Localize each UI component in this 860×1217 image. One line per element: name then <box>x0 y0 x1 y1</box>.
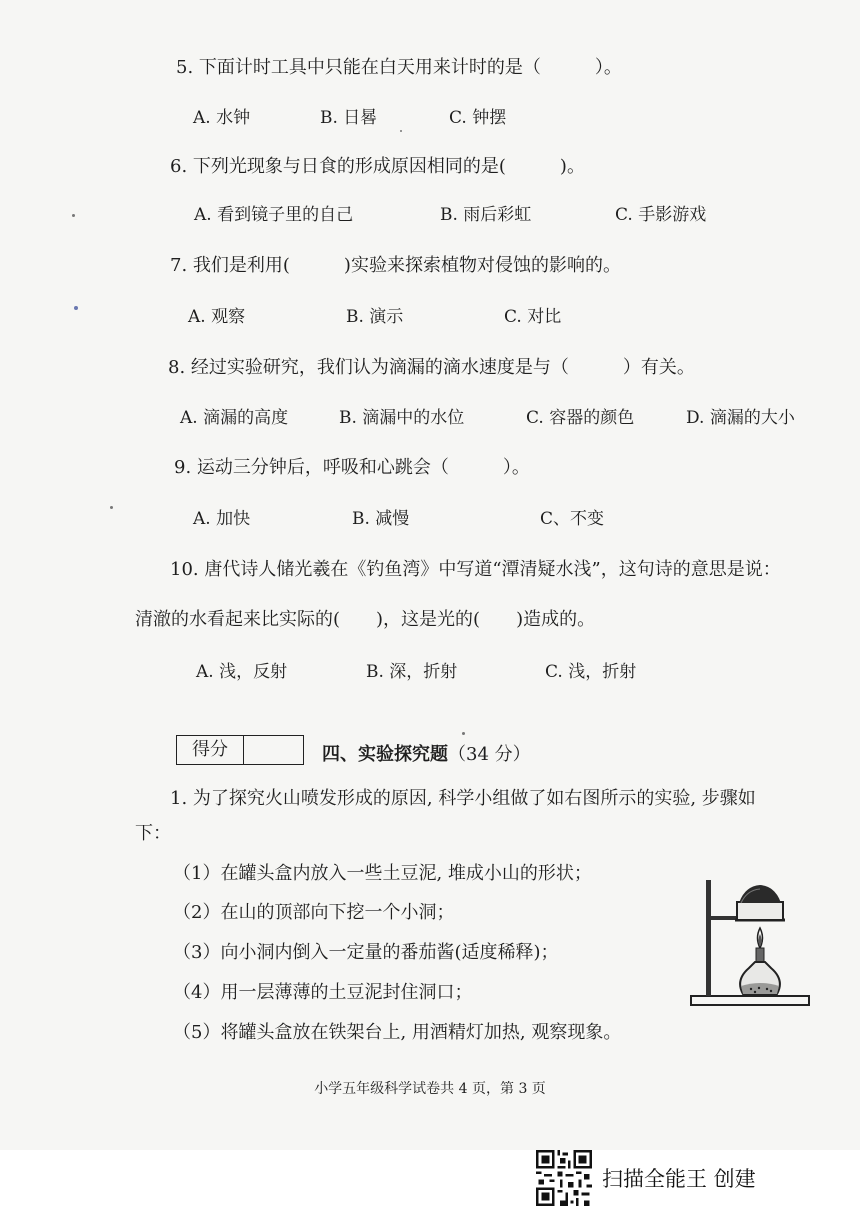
score-box <box>176 735 304 765</box>
question-5-stem: 5. 下面计时工具中只能在白天用来计时的是（ ）。 <box>176 57 622 78</box>
question-9-stem: 9. 运动三分钟后，呼吸和心跳会（ ）。 <box>174 457 530 478</box>
section-4-q1-stem-line1: 1. 为了探究火山喷发形成的原因, 科学小组做了如右图所示的实验, 步骤如 <box>170 788 756 809</box>
scan-speck <box>72 214 75 217</box>
question-6-option-b: B. 雨后彩虹 <box>440 205 532 225</box>
scan-speck <box>400 130 402 132</box>
question-8-option-a: A. 滴漏的高度 <box>180 408 289 428</box>
section-4-title-text: 四、实验探究题 <box>322 744 448 765</box>
question-9-option-c: C、不变 <box>540 509 605 529</box>
question-7-stem: 7. 我们是利用( )实验来探索植物对侵蚀的影响的。 <box>170 255 621 276</box>
question-7-option-a: A. 观察 <box>188 307 246 327</box>
scan-speck <box>462 732 465 735</box>
question-6-option-c: C. 手影游戏 <box>615 205 707 225</box>
question-10-option-b: B. 深，折射 <box>366 662 458 682</box>
scan-speck <box>74 306 78 310</box>
scanner-watermark-text: 扫描全能王 创建 <box>602 1167 756 1191</box>
question-6-stem: 6. 下列光现象与日食的形成原因相同的是( )。 <box>170 156 585 177</box>
question-8-option-b: B. 滴漏中的水位 <box>339 408 465 428</box>
qr-code-icon <box>536 1150 592 1206</box>
step-2: （2）在山的顶部向下挖一个小洞； <box>173 902 455 923</box>
score-blank <box>244 736 303 764</box>
question-8-option-d: D. 滴漏的大小 <box>686 408 795 428</box>
step-3: （3）向小洞内倒入一定量的番茄酱(适度稀释)； <box>173 942 559 963</box>
score-label: 得分 <box>177 736 244 764</box>
question-7-option-b: B. 演示 <box>346 307 404 327</box>
question-10-option-a: A. 浅，反射 <box>196 662 288 682</box>
question-10-stem-line2: 清澈的水看起来比实际的( )，这是光的( )造成的。 <box>135 609 596 630</box>
question-9-option-b: B. 减慢 <box>352 509 410 529</box>
step-4: （4）用一层薄薄的土豆泥封住洞口； <box>173 982 473 1003</box>
question-5-option-c: C. 钟摆 <box>449 108 507 128</box>
page-footer: 小学五年级科学试卷共 4 页，第 3 页 <box>314 1081 546 1097</box>
section-4-title <box>322 740 531 766</box>
question-7-option-c: C. 对比 <box>504 307 562 327</box>
question-9-option-a: A. 加快 <box>193 509 251 529</box>
section-4-q1-stem-line2: 下： <box>135 823 171 844</box>
step-5: （5）将罐头盒放在铁架台上, 用酒精灯加热, 观察现象。 <box>173 1022 622 1043</box>
question-10-stem-line1: 10. 唐代诗人储光羲在《钓鱼湾》中写道“潭清疑水浅”，这句诗的意思是说： <box>170 559 781 580</box>
question-5-option-a: A. 水钟 <box>193 108 251 128</box>
volcano-experiment-apparatus <box>685 876 815 1011</box>
step-1: （1）在罐头盒内放入一些土豆泥, 堆成小山的形状； <box>173 863 592 884</box>
question-8-option-c: C. 容器的颜色 <box>526 408 635 428</box>
question-10-option-c: C. 浅，折射 <box>545 662 637 682</box>
question-6-option-a: A. 看到镜子里的自己 <box>194 205 354 225</box>
section-4-points: （34 分） <box>448 744 531 765</box>
scan-speck <box>110 506 113 509</box>
question-8-stem: 8. 经过实验研究，我们认为滴漏的滴水速度是与（ ）有关。 <box>168 357 695 378</box>
question-5-option-b: B. 日晷 <box>320 108 378 128</box>
